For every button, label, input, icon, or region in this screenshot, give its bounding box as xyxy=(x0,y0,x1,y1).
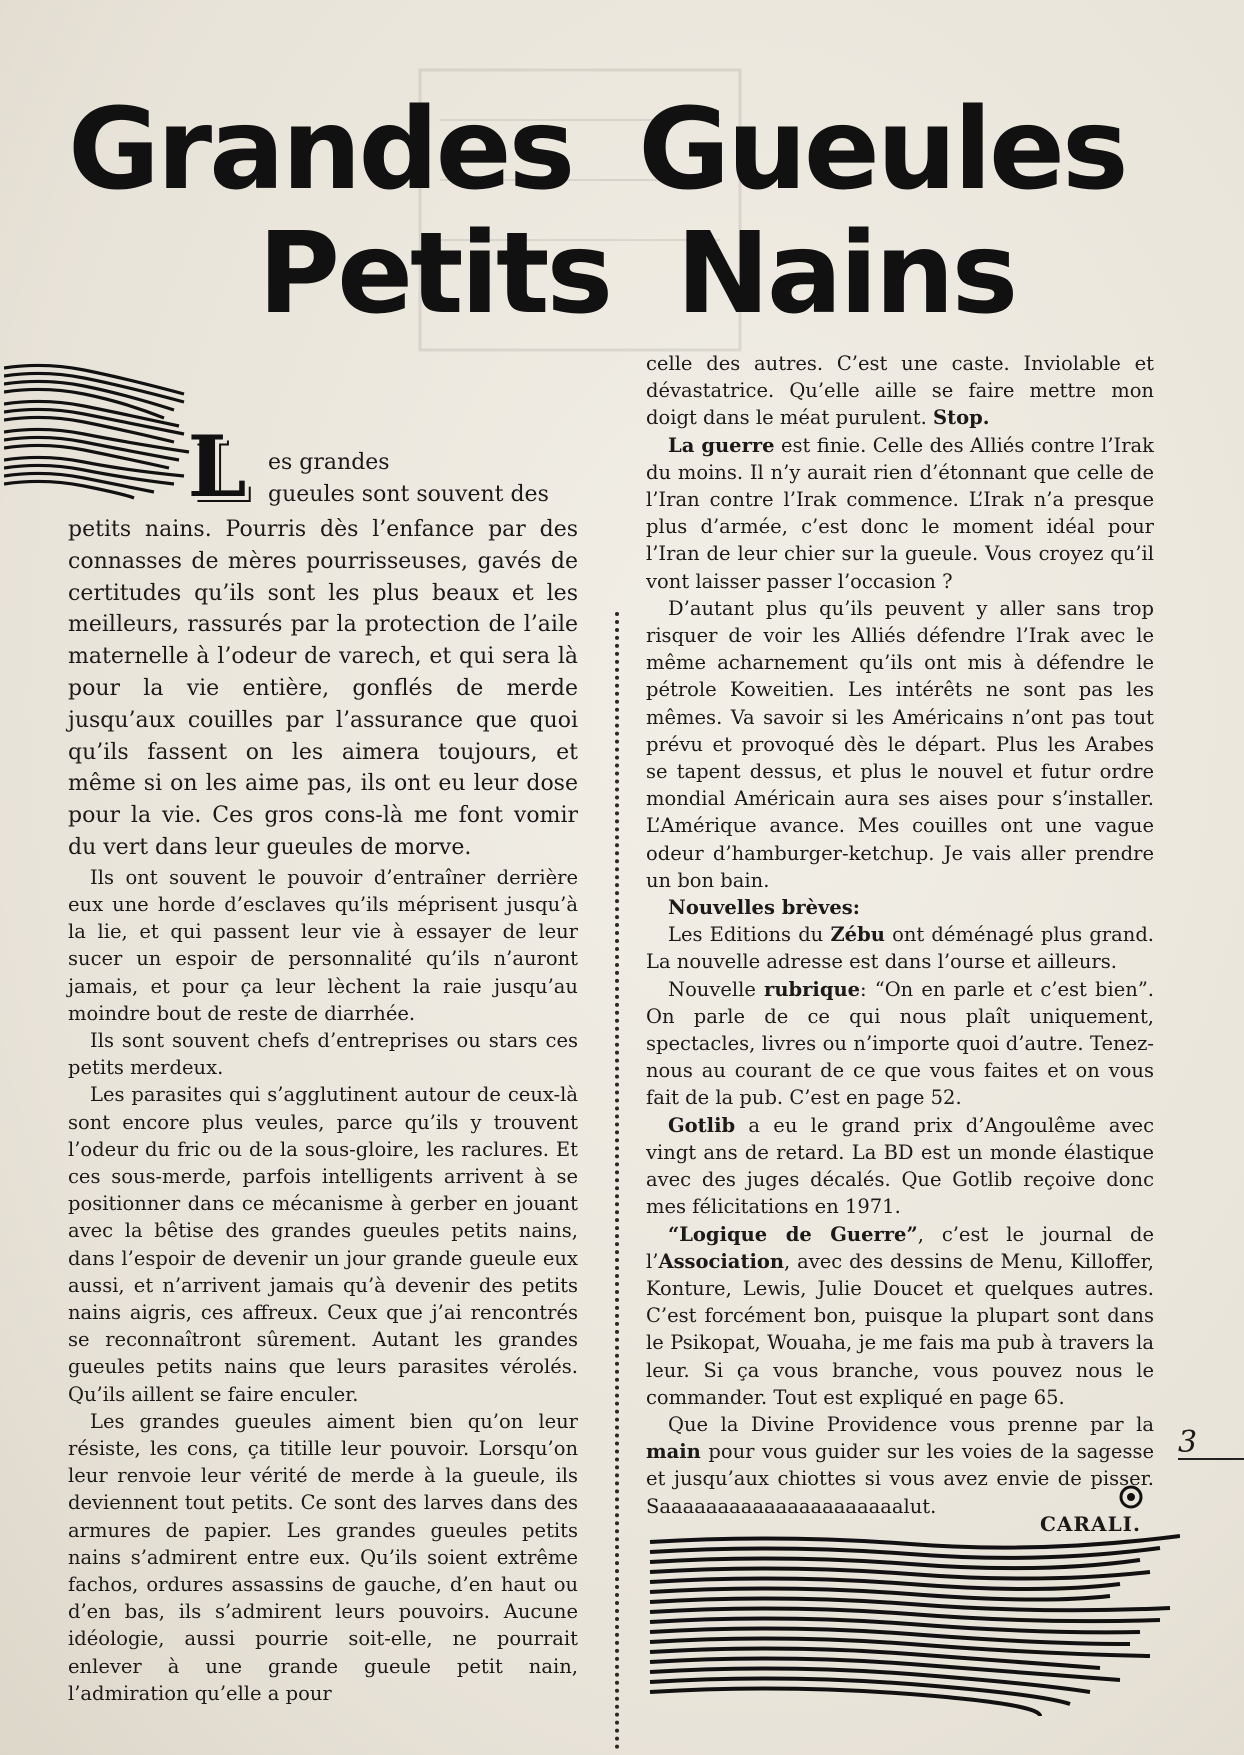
right-p8-a: , c’est le journal de l’ xyxy=(646,1222,1154,1273)
right-paragraph-1 xyxy=(646,350,1154,432)
drop-cap: L xyxy=(187,417,247,516)
right-p8-b: , avec des dessins de Menu, Killoffer, Konture, Lewis, Julie Doucet et quelques autres. C’est forcément bon, puisque la plupart sont dans le Psikopat, Wouaha, je me fais ma pub à travers la leur. Si ça vous branche, vous pouvez nous le commander. Tout est expliqué en page 65. xyxy=(646,1249,1154,1409)
right-p7-bold: Gotlib xyxy=(668,1113,736,1137)
paragraph-1: petits nains. Pourris dès l’enfance par des connasses de mères pourrisseuses, gavés de certitudes qu’ils sont les plus beaux et les meilleurs, rassurés par la protection de l’aile maternelle à l’odeur de varech, et qui sera là pour la vie entière, gonflés de merde jusqu’aux couilles par l’assurance que quoi qu’ils fassent on les aimera toujours, et même si on les aime pas, ils ont eu leur dose pour la vie. Ces gros cons-là me font vomir du vert dans leur gueules de morve. xyxy=(68,517,578,860)
right-paragraph-9 xyxy=(646,1411,1154,1520)
right-column xyxy=(646,350,1154,1520)
spiral-signature-icon xyxy=(1118,1484,1144,1510)
intro-text-2: gueules sont souvent des xyxy=(268,482,549,507)
intro-block xyxy=(184,417,584,516)
paragraph-5: Les grandes gueules aiment bien qu’on leur résiste, les cons, ça titille leur pouvoir. Lorsqu’on leur renvoie leur vérité de merde à la gueule, ils deviennent tout petits. Ce sont des larves dans des armures de papier. Les grandes gueules petits nains s’admirent entre eux. Qu’ils soient extrême fachos, ordures assassins de gauche, d’en haut ou d’en bas, ils s’admirent leurs pouvoirs. Aucune idéologie, aussi pourrie soit-elle, ne pourrait enlever à une grande gueule petit nain, l’admiration qu’elle a pour xyxy=(68,1409,578,1705)
paragraph-4: Les parasites qui s’agglutinent autour de ceux-là sont encore plus veules, parce qu’ils y trouvent l’odeur du fric ou de la sous-gloire, les raclures. Et ces sous-merde, parfois intelligents arrivent à se positionner dans ce mécanisme à gerber en jouant avec la bêtise des grandes gueules petits nains, dans l’espoir de devenir un jour grande gueule eux aussi, et n’arrivent jamais qu’à devenir des petits nains aigris, ces affreux. Ceux que j’ai rencontrés se reconnaîtront sûrement. Autant les grandes gueules petits nains que leurs parasites vérolés. Qu’ils aillent se faire enculer. xyxy=(68,1083,578,1406)
paragraph-2: Ils ont souvent le pouvoir d’entraîner derrière eux une horde d’esclaves qu’ils méprisent jusqu’à la lie, et qui passent leur vie à essayer de leur sucer un espoir de personnalité qu’ils n’auront jamais, et pour ça leur lèchent la raie jusqu’au moindre bout de reste de diarrhée. xyxy=(68,865,578,1025)
right-paragraph-2 xyxy=(646,432,1154,595)
right-p9-b: pour vous guider sur les voies de la sagesse et jusqu’aux chiottes si vous avez envie de pisser. Saaaaaaaaaaaaaaaaaaaaalut. xyxy=(646,1440,1154,1518)
right-paragraph-7 xyxy=(646,1112,1154,1221)
paragraph-3: Ils sont souvent chefs d’entreprises ou stars ces petits merdeux. xyxy=(68,1028,578,1080)
right-p5-bold: Zébu xyxy=(830,923,885,947)
right-p5-b: ont déménagé plus grand. La nouvelle adresse est dans l’ourse et ailleurs. xyxy=(646,923,1154,974)
title-line-1: Grandes Gueules xyxy=(68,85,1126,215)
right-paragraph-6 xyxy=(646,976,1154,1112)
right-p1-bold: Stop. xyxy=(933,406,990,430)
right-paragraph-4 xyxy=(646,894,1154,921)
wave-lines-decoration-bottom xyxy=(640,1532,1180,1722)
right-p2-text: est finie. Celle des Alliés contre l’Irak du moins. Il n’y aurait rien d’étonnant que celle de l’Iran contre l’Irak commence. L’Irak n’a presque plus d’armée, c’est donc le moment idéal pour l’Iran de leur chier sur la gueule. Vous croyez qu’il vont laisser passer l’occasion ? xyxy=(646,433,1154,593)
author-signature: CARALI. xyxy=(1040,1512,1141,1536)
right-p1-text: celle des autres. C’est une caste. Inviolable et dévastatrice. Qu’elle aille se faire mettre mon doigt dans le méat purulent. xyxy=(646,352,1154,430)
wave-lines-decoration xyxy=(4,360,194,500)
right-p8-bold2: Association xyxy=(658,1249,785,1273)
right-p5-a: Les Editions du xyxy=(668,923,831,947)
right-p8-bold1: “Logique de Guerre” xyxy=(668,1222,918,1246)
right-p7-text: a eu le grand prix d’Angoulême avec vingt ans de retard. La BD est un monde élastique avec des juges décalés. Que Gotlib reçoive donc mes félicitations en 1971. xyxy=(646,1113,1154,1219)
column-divider xyxy=(615,612,619,1750)
right-p9-a: Que la Divine Providence vous prenne par la xyxy=(668,1412,1154,1436)
title-line-2: Petits Nains xyxy=(258,209,1016,339)
page-number: 3 xyxy=(1178,1428,1244,1460)
article-title xyxy=(60,85,1140,339)
right-paragraph-3: D’autant plus qu’ils peuvent y aller sans trop risquer de voir les Alliés défendre l’Irak avec le même acharnement qu’ils ont mis à défendre le pétrole Koweitien. Les intérêts ne sont pas les mêmes. Va savoir si les Américains n’ont pas tout prévu et provoqué dès le départ. Plus les Arabes se tapent dessus, et plus le nouvel et futur ordre mondial Américain aura ses aises pour s’installer. L’Amérique avance. Mes couilles ont une vague odeur d’hamburger-ketchup. Je vais aller prendre un bon bain. xyxy=(646,596,1154,892)
right-paragraph-5 xyxy=(646,921,1154,975)
right-paragraph-8 xyxy=(646,1221,1154,1411)
left-column xyxy=(68,514,578,1707)
intro-text-1: es grandes xyxy=(268,450,390,475)
right-p9-bold: main xyxy=(646,1440,701,1464)
right-p2-bold: La guerre xyxy=(668,433,775,457)
right-p6-b: : “On en parle et c’est bien”. On parle de ce qui nous plaît uniquement, spectacles, livres ou n’importe quoi d’autre. Tenez-nous au courant de ce que vous faites et on vous fait de la pub. C’est en page 52. xyxy=(646,977,1154,1110)
right-p6-a: Nouvelle xyxy=(668,977,765,1001)
right-p6-bold: rubrique xyxy=(764,977,861,1001)
news-heading: Nouvelles brèves: xyxy=(668,896,860,920)
